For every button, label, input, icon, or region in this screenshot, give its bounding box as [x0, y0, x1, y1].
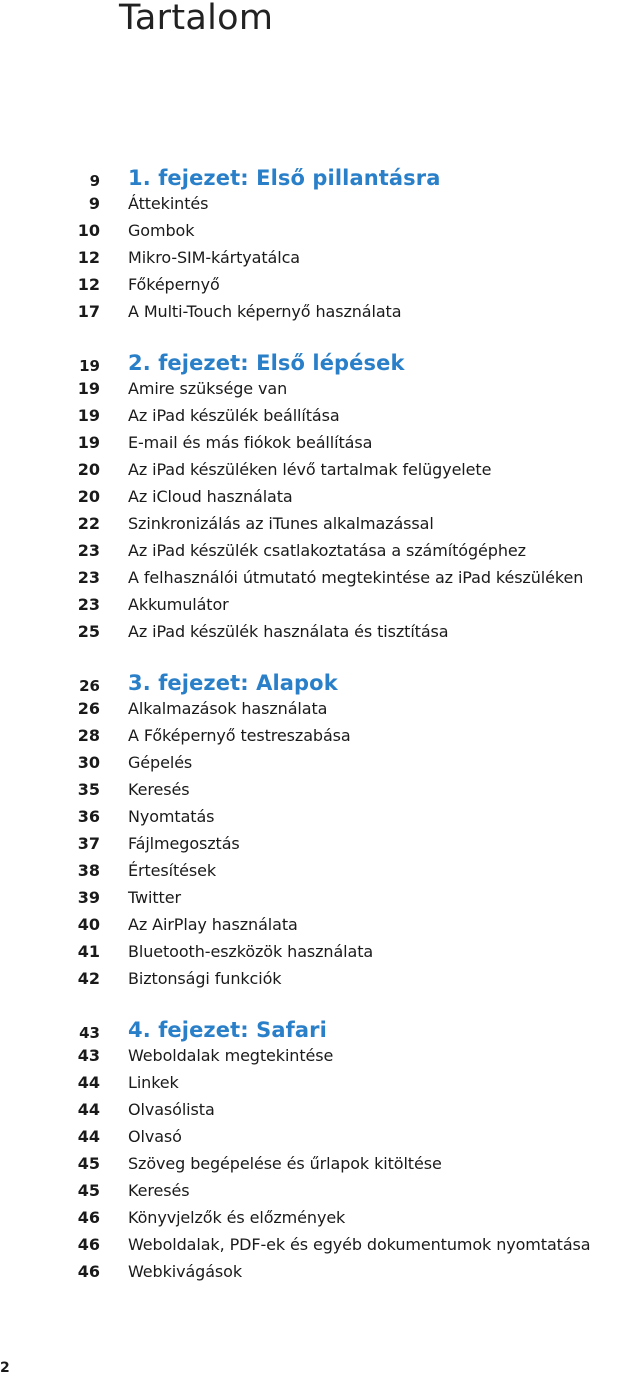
entry-title[interactable]: Mikro-SIM-kártyatálca [128, 248, 300, 267]
toc-entry[interactable] [0, 1125, 633, 1152]
entry-title[interactable]: Amire szüksége van [128, 379, 288, 398]
entry-page-number: 36 [77, 807, 100, 826]
toc-entry[interactable] [0, 1179, 633, 1206]
entry-title[interactable]: Linkek [128, 1073, 179, 1092]
toc-entry[interactable] [0, 1044, 633, 1071]
entry-title[interactable]: A felhasználói útmutató megtekintése az iPad készüléken [128, 568, 584, 587]
entry-title[interactable]: Főképernyő [128, 275, 220, 294]
toc-entry[interactable] [0, 620, 633, 647]
entry-page-number: 44 [77, 1073, 100, 1092]
entry-page-number: 46 [77, 1262, 100, 1281]
toc-entry[interactable] [0, 431, 633, 458]
table-of-contents [0, 165, 633, 1287]
entry-title[interactable]: Bluetooth-eszközök használata [128, 942, 374, 961]
entry-page-number: 38 [77, 861, 100, 880]
entry-title[interactable]: Akkumulátor [128, 595, 229, 614]
toc-entry[interactable] [0, 539, 633, 566]
toc-entry[interactable] [0, 832, 633, 859]
entry-title[interactable]: Áttekintés [128, 194, 209, 213]
chapter-heading-row[interactable] [0, 165, 633, 192]
toc-entry[interactable] [0, 219, 633, 246]
entry-page-number: 23 [77, 541, 100, 560]
chapter-page-number: 9 [89, 172, 100, 190]
entry-title[interactable]: Alkalmazások használata [128, 699, 328, 718]
toc-entry[interactable] [0, 458, 633, 485]
entry-page-number: 45 [77, 1154, 100, 1173]
toc-entry[interactable] [0, 377, 633, 404]
entry-title[interactable]: Weboldalak, PDF-ek és egyéb dokumentumok nyomtatása [128, 1235, 591, 1254]
toc-entry[interactable] [0, 859, 633, 886]
chapter-spacer [0, 327, 633, 350]
entry-title[interactable]: Biztonsági funkciók [128, 969, 282, 988]
toc-entry[interactable] [0, 1233, 633, 1260]
chapter-heading-row[interactable] [0, 670, 633, 697]
entry-page-number: 44 [77, 1100, 100, 1119]
toc-entry[interactable] [0, 913, 633, 940]
chapter-spacer [0, 994, 633, 1017]
entry-title[interactable]: Keresés [128, 780, 190, 799]
chapter-heading[interactable]: 4. fejezet: Safari [128, 1018, 327, 1042]
entry-title[interactable]: Gépelés [128, 753, 193, 772]
entry-page-number: 10 [77, 221, 100, 240]
entry-title[interactable]: E-mail és más fiókok beállítása [128, 433, 373, 452]
entry-title[interactable]: Gombok [128, 221, 195, 240]
toc-entry[interactable] [0, 1206, 633, 1233]
entry-page-number: 20 [77, 460, 100, 479]
toc-entry[interactable] [0, 1098, 633, 1125]
toc-entry[interactable] [0, 192, 633, 219]
toc-chapter [0, 670, 633, 994]
entry-page-number: 28 [77, 726, 100, 745]
toc-chapter [0, 1017, 633, 1287]
entry-page-number: 20 [77, 487, 100, 506]
chapter-heading[interactable]: 2. fejezet: Első lépések [128, 351, 405, 375]
chapter-page-number: 43 [79, 1024, 100, 1042]
chapter-spacer [0, 647, 633, 670]
entry-page-number: 39 [77, 888, 100, 907]
entry-title[interactable]: Fájlmegosztás [128, 834, 240, 853]
toc-entry[interactable] [0, 886, 633, 913]
entry-page-number: 25 [77, 622, 100, 641]
entry-page-number: 9 [88, 194, 100, 213]
chapter-page-number: 26 [79, 677, 100, 695]
toc-entry[interactable] [0, 967, 633, 994]
entry-title[interactable]: A Multi-Touch képernyő használata [128, 302, 402, 321]
toc-entry[interactable] [0, 404, 633, 431]
entry-page-number: 42 [77, 969, 100, 988]
entry-page-number: 30 [77, 753, 100, 772]
entry-title[interactable]: Az iPad készülék használata és tisztítása [128, 622, 449, 641]
entry-page-number: 44 [77, 1127, 100, 1146]
entry-title[interactable]: Keresés [128, 1181, 190, 1200]
toc-entry[interactable] [0, 778, 633, 805]
entry-title[interactable]: Webkivágások [128, 1262, 243, 1281]
entry-title[interactable]: Twitter [128, 888, 181, 907]
entry-page-number: 19 [77, 433, 100, 452]
entry-title[interactable]: Szinkronizálás az iTunes alkalmazással [128, 514, 434, 533]
chapter-heading-row[interactable] [0, 350, 633, 377]
toc-entry[interactable] [0, 593, 633, 620]
entry-page-number: 35 [77, 780, 100, 799]
entry-page-number: 23 [77, 595, 100, 614]
entry-title[interactable]: Az iPad készüléken lévő tartalmak felügyelete [128, 460, 492, 479]
toc-entry[interactable] [0, 1260, 633, 1287]
toc-entry[interactable] [0, 940, 633, 967]
toc-chapter [0, 165, 633, 327]
toc-entry[interactable] [0, 751, 633, 778]
entry-page-number: 19 [77, 379, 100, 398]
page-number: 2 [0, 1360, 10, 1376]
entry-title[interactable]: Az iCloud használata [128, 487, 293, 506]
toc-entry[interactable] [0, 246, 633, 273]
entry-page-number: 12 [77, 248, 100, 267]
chapter-heading[interactable]: 3. fejezet: Alapok [128, 671, 338, 695]
entry-page-number: 45 [77, 1181, 100, 1200]
page-title: Tartalom [119, 0, 274, 38]
entry-page-number: 46 [77, 1208, 100, 1227]
toc-entry[interactable] [0, 697, 633, 724]
entry-title[interactable]: Olvasólista [128, 1100, 215, 1119]
toc-entry[interactable] [0, 273, 633, 300]
toc-entry[interactable] [0, 300, 633, 327]
toc-entry[interactable] [0, 724, 633, 751]
entry-title[interactable]: Olvasó [128, 1127, 182, 1146]
entry-page-number: 17 [77, 302, 100, 321]
entry-page-number: 22 [77, 514, 100, 533]
entry-page-number: 19 [77, 406, 100, 425]
toc-entry[interactable] [0, 1071, 633, 1098]
entry-title[interactable]: Az iPad készülék csatlakoztatása a számítógéphez [128, 541, 526, 560]
chapter-heading[interactable]: 1. fejezet: Első pillantásra [128, 166, 441, 190]
toc-entry[interactable] [0, 485, 633, 512]
entry-page-number: 43 [77, 1046, 100, 1065]
entry-page-number: 41 [77, 942, 100, 961]
toc-entry[interactable] [0, 1152, 633, 1179]
entry-title[interactable]: Könyvjelzők és előzmények [128, 1208, 346, 1227]
toc-entry[interactable] [0, 805, 633, 832]
chapter-heading-row[interactable] [0, 1017, 633, 1044]
entry-page-number: 40 [77, 915, 100, 934]
toc-entry[interactable] [0, 566, 633, 593]
entry-page-number: 12 [77, 275, 100, 294]
toc-chapter [0, 350, 633, 647]
entry-title[interactable]: A Főképernyő testreszabása [128, 726, 351, 745]
entry-page-number: 26 [77, 699, 100, 718]
entry-title[interactable]: Az AirPlay használata [128, 915, 298, 934]
entry-title[interactable]: Értesítések [128, 861, 217, 880]
entry-page-number: 23 [77, 568, 100, 587]
entry-page-number: 37 [77, 834, 100, 853]
entry-title[interactable]: Az iPad készülék beállítása [128, 406, 340, 425]
entry-title[interactable]: Szöveg begépelése és űrlapok kitöltése [128, 1154, 442, 1173]
entry-title[interactable]: Weboldalak megtekintése [128, 1046, 334, 1065]
chapter-page-number: 19 [79, 357, 100, 375]
entry-title[interactable]: Nyomtatás [128, 807, 215, 826]
toc-entry[interactable] [0, 512, 633, 539]
entry-page-number: 46 [77, 1235, 100, 1254]
